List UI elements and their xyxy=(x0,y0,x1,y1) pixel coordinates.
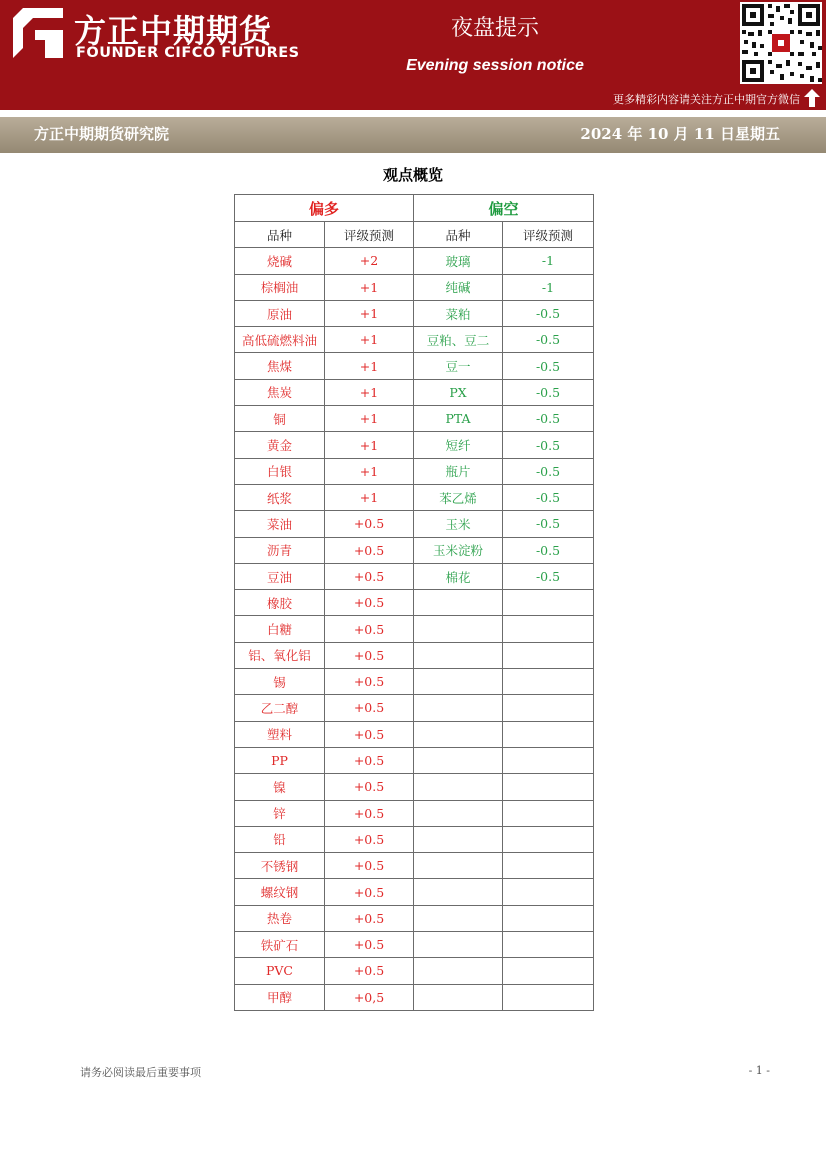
bear-variety-cell: 棉花 xyxy=(414,563,503,589)
qr-code-icon xyxy=(740,2,822,84)
table-row xyxy=(235,248,594,274)
bull-variety-cell: 铜 xyxy=(235,406,325,432)
bull-variety-cell: 乙二醇 xyxy=(235,695,325,721)
bull-rating-cell: +0.5 xyxy=(325,642,414,668)
bear-variety-cell: 瓶片 xyxy=(414,458,503,484)
empty-cell xyxy=(414,800,503,826)
empty-cell xyxy=(414,958,503,984)
empty-cell xyxy=(414,721,503,747)
table-row xyxy=(235,432,594,458)
bear-rating-cell: -0.5 xyxy=(503,300,594,326)
table-row xyxy=(235,379,594,405)
bull-rating-cell: +0.5 xyxy=(325,853,414,879)
bull-variety-cell: 螺纹钢 xyxy=(235,879,325,905)
bear-rating-cell: -1 xyxy=(503,274,594,300)
bull-rating-cell: +0.5 xyxy=(325,616,414,642)
bull-variety-cell: 高低硫燃料油 xyxy=(235,327,325,353)
table-row xyxy=(235,774,594,800)
bull-rating-cell: +0,5 xyxy=(325,984,414,1010)
table-row xyxy=(235,984,594,1010)
bull-rating-cell: +0.5 xyxy=(325,747,414,773)
footer-disclaimer-note: 请务必阅读最后重要事项 xyxy=(80,1066,201,1079)
bear-variety-cell: 短纤 xyxy=(414,432,503,458)
bull-rating-cell: +0.5 xyxy=(325,826,414,852)
logo-text-cn: 方正中期期货 xyxy=(74,12,273,50)
bear-rating-cell: -0.5 xyxy=(503,353,594,379)
header-banner xyxy=(0,0,826,110)
empty-cell xyxy=(414,879,503,905)
page-number: - 1 - xyxy=(748,1064,770,1077)
bull-variety-cell: 热卷 xyxy=(235,905,325,931)
bear-variety-cell: 苯乙烯 xyxy=(414,484,503,510)
empty-cell xyxy=(503,879,594,905)
bull-rating-cell: +1 xyxy=(325,327,414,353)
empty-cell xyxy=(414,642,503,668)
bull-variety-col-header: 品种 xyxy=(235,222,325,248)
bear-variety-cell: 纯碱 xyxy=(414,274,503,300)
bull-rating-cell: +1 xyxy=(325,274,414,300)
bull-rating-cell: +0.5 xyxy=(325,695,414,721)
bear-rating-cell: -0.5 xyxy=(503,432,594,458)
bull-rating-cell: +0.5 xyxy=(325,774,414,800)
bear-variety-cell: 玉米 xyxy=(414,511,503,537)
table-row xyxy=(235,932,594,958)
bull-rating-cell: +1 xyxy=(325,379,414,405)
empty-cell xyxy=(503,958,594,984)
table-row xyxy=(235,537,594,563)
bull-rating-cell: +0.5 xyxy=(325,800,414,826)
bull-variety-cell: 白糖 xyxy=(235,616,325,642)
bull-variety-cell: 镍 xyxy=(235,774,325,800)
bull-rating-cell: +0.5 xyxy=(325,511,414,537)
table-row xyxy=(235,511,594,537)
table-row xyxy=(235,695,594,721)
empty-cell xyxy=(503,747,594,773)
bear-header: 偏空 xyxy=(414,195,594,222)
bull-variety-cell: 焦炭 xyxy=(235,379,325,405)
bull-variety-cell: 锡 xyxy=(235,669,325,695)
empty-cell xyxy=(414,590,503,616)
bull-variety-cell: 铁矿石 xyxy=(235,932,325,958)
report-date: 2024 年 10 月 11 日星期五 xyxy=(580,125,780,143)
empty-cell xyxy=(503,905,594,931)
bull-rating-cell: +1 xyxy=(325,432,414,458)
table-row xyxy=(235,958,594,984)
bull-rating-cell: +2 xyxy=(325,248,414,274)
table-row xyxy=(235,484,594,510)
bear-variety-cell: 玉米淀粉 xyxy=(414,537,503,563)
bull-rating-cell: +0.5 xyxy=(325,958,414,984)
bull-rating-cell: +0.5 xyxy=(325,590,414,616)
empty-cell xyxy=(503,800,594,826)
table-row xyxy=(235,406,594,432)
empty-cell xyxy=(414,669,503,695)
empty-cell xyxy=(414,747,503,773)
bear-rating-cell: -0.5 xyxy=(503,511,594,537)
institute-name: 方正中期期货研究院 xyxy=(34,125,170,143)
table-row xyxy=(235,905,594,931)
section-title: 观点概览 xyxy=(382,166,443,184)
column-header-row xyxy=(235,222,594,248)
table-row xyxy=(235,616,594,642)
empty-cell xyxy=(414,905,503,931)
table-row xyxy=(235,826,594,852)
empty-cell xyxy=(414,695,503,721)
bull-rating-cell: +1 xyxy=(325,300,414,326)
bull-rating-cell: +0.5 xyxy=(325,905,414,931)
table-row xyxy=(235,747,594,773)
empty-cell xyxy=(503,695,594,721)
table-row xyxy=(235,800,594,826)
bear-rating-cell: -0.5 xyxy=(503,537,594,563)
outlook-table-body xyxy=(235,195,594,1011)
bull-variety-cell: 黄金 xyxy=(235,432,325,458)
bull-rating-cell: +0.5 xyxy=(325,669,414,695)
bull-variety-cell: 橡胶 xyxy=(235,590,325,616)
bull-rating-cell: +1 xyxy=(325,406,414,432)
logo-text-en: FOUNDER CIFCO FUTURES xyxy=(76,45,300,61)
bull-rating-cell: +1 xyxy=(325,458,414,484)
bull-variety-cell: 烧碱 xyxy=(235,248,325,274)
bear-variety-col-header: 品种 xyxy=(414,222,503,248)
wechat-follow-note: 更多精彩内容请关注方正中期官方微信 xyxy=(613,93,800,106)
bear-rating-cell: -0.5 xyxy=(503,406,594,432)
empty-cell xyxy=(503,642,594,668)
bull-variety-cell: 原油 xyxy=(235,300,325,326)
bull-rating-cell: +0.5 xyxy=(325,932,414,958)
bear-variety-cell: 豆粕、豆二 xyxy=(414,327,503,353)
empty-cell xyxy=(414,774,503,800)
bear-variety-cell: 玻璃 xyxy=(414,248,503,274)
empty-cell xyxy=(503,932,594,958)
bear-variety-cell: 菜粕 xyxy=(414,300,503,326)
empty-cell xyxy=(503,669,594,695)
table-header-row xyxy=(235,195,594,222)
bull-variety-cell: 白银 xyxy=(235,458,325,484)
bull-rating-cell: +1 xyxy=(325,484,414,510)
bear-rating-cell: -0.5 xyxy=(503,327,594,353)
arrow-up-icon xyxy=(804,89,820,107)
empty-cell xyxy=(503,853,594,879)
table-row xyxy=(235,642,594,668)
table-row xyxy=(235,721,594,747)
empty-cell xyxy=(503,616,594,642)
bear-rating-cell: -0.5 xyxy=(503,458,594,484)
bull-variety-cell: 沥青 xyxy=(235,537,325,563)
table-row xyxy=(235,853,594,879)
bull-variety-cell: 纸浆 xyxy=(235,484,325,510)
bear-rating-cell: -0.5 xyxy=(503,379,594,405)
bull-variety-cell: 铝、氧化铝 xyxy=(235,642,325,668)
table-row xyxy=(235,458,594,484)
bull-rating-cell: +0.5 xyxy=(325,879,414,905)
bull-rating-cell: +1 xyxy=(325,353,414,379)
empty-cell xyxy=(414,984,503,1010)
table-row xyxy=(235,274,594,300)
empty-cell xyxy=(414,853,503,879)
table-row xyxy=(235,327,594,353)
empty-cell xyxy=(414,932,503,958)
outlook-table xyxy=(234,194,594,1011)
empty-cell xyxy=(503,721,594,747)
bull-rating-cell: +0.5 xyxy=(325,721,414,747)
bull-variety-cell: 铅 xyxy=(235,826,325,852)
empty-cell xyxy=(414,616,503,642)
bull-variety-cell: PP xyxy=(235,747,325,773)
page-subtitle: Evening session notice xyxy=(406,57,584,74)
founder-logo-icon xyxy=(13,8,63,58)
table-row xyxy=(235,590,594,616)
empty-cell xyxy=(503,590,594,616)
table-row xyxy=(235,879,594,905)
bear-variety-cell: PX xyxy=(414,379,503,405)
bull-variety-cell: 甲醇 xyxy=(235,984,325,1010)
bear-variety-cell: 豆一 xyxy=(414,353,503,379)
table-row xyxy=(235,353,594,379)
bull-variety-cell: 焦煤 xyxy=(235,353,325,379)
bull-variety-cell: 豆油 xyxy=(235,563,325,589)
bear-rating-col-header: 评级预测 xyxy=(503,222,594,248)
page-title: 夜盘提示 xyxy=(450,16,539,41)
bull-rating-cell: +0.5 xyxy=(325,563,414,589)
bull-variety-cell: 不锈钢 xyxy=(235,853,325,879)
bull-variety-cell: 锌 xyxy=(235,800,325,826)
table-row xyxy=(235,300,594,326)
bear-rating-cell: -0.5 xyxy=(503,563,594,589)
bear-rating-cell: -1 xyxy=(503,248,594,274)
bear-rating-cell: -0.5 xyxy=(503,484,594,510)
bull-rating-cell: +0.5 xyxy=(325,537,414,563)
empty-cell xyxy=(414,826,503,852)
bull-rating-col-header: 评级预测 xyxy=(325,222,414,248)
empty-cell xyxy=(503,774,594,800)
bull-variety-cell: 棕榈油 xyxy=(235,274,325,300)
bear-variety-cell: PTA xyxy=(414,406,503,432)
bull-variety-cell: 塑料 xyxy=(235,721,325,747)
bull-variety-cell: PVC xyxy=(235,958,325,984)
table-row xyxy=(235,563,594,589)
table-row xyxy=(235,669,594,695)
bull-header: 偏多 xyxy=(235,195,414,222)
bull-variety-cell: 菜油 xyxy=(235,511,325,537)
empty-cell xyxy=(503,826,594,852)
empty-cell xyxy=(503,984,594,1010)
